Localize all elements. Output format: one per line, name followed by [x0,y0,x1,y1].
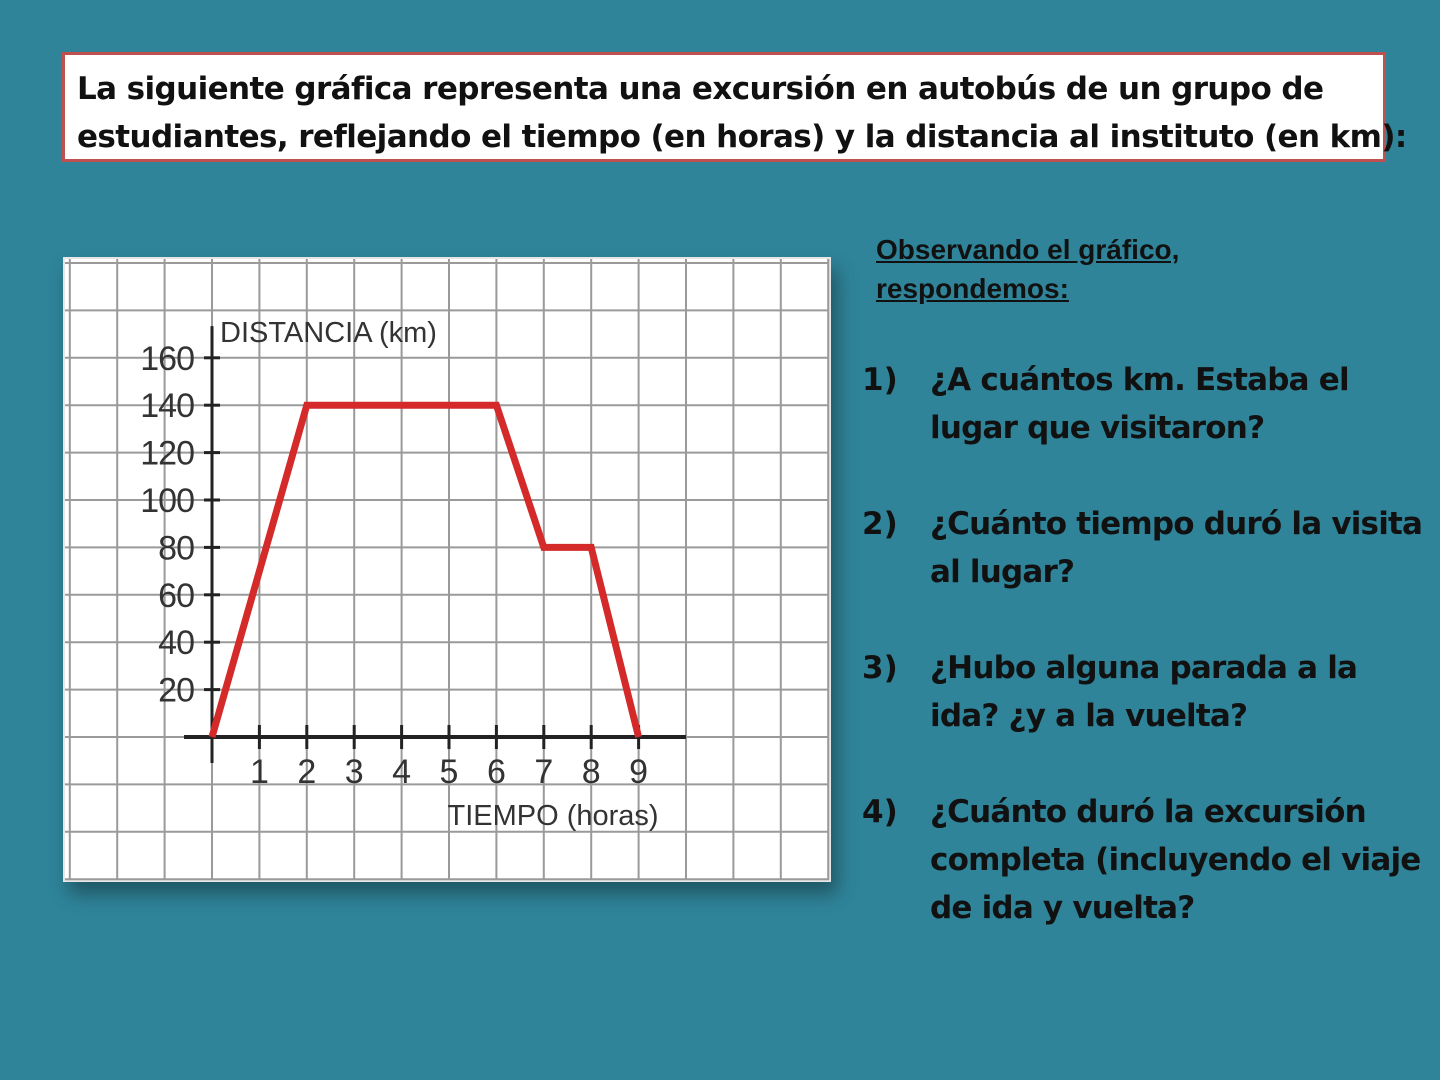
question-number: 2) [862,506,898,542]
distance-time-chart [63,257,831,882]
title-box [62,52,1407,162]
question-number: 1) [862,362,898,398]
x-axis-label: TIEMPO (horas) [447,800,659,832]
question-text: ¿Cuánto tiempo duró la visita al lugar? [930,506,1423,590]
x-tick-label: 8 [581,753,601,791]
x-tick-label: 7 [534,753,554,791]
question-number: 3) [862,650,898,686]
x-tick-label: 9 [629,753,649,791]
y-tick-label: 40 [158,624,194,663]
y-tick-label: 100 [140,482,194,520]
title-line-1: La siguiente gráfica representa una excursión en autobús de un grupo de [77,71,1324,107]
question-item [862,500,1432,596]
question-text: ¿Hubo alguna parada a la ida? ¿y a la vuelta? [930,650,1358,734]
y-tick-label: 140 [140,387,194,426]
question-item [862,644,1432,740]
question-text: ¿Cuánto duró la excursión completa (incluyendo el viaje de ida y vuelta? [930,794,1421,926]
question-item [862,356,1432,452]
y-tick-label: 160 [140,339,194,378]
questions-heading-line-1: Observando el gráfico, [876,234,1180,265]
x-tick-label: 4 [392,753,412,791]
x-tick-label: 6 [486,753,506,791]
y-tick-label: 80 [158,529,194,568]
question-text: ¿A cuántos km. Estaba el lugar que visitaron? [930,362,1349,446]
questions-list [862,356,1432,980]
x-tick-label: 1 [249,753,269,791]
distance-line [212,405,639,737]
y-axis-label: DISTANCIA (km) [220,316,437,349]
x-tick-label: 5 [439,753,459,791]
x-tick-label: 3 [344,753,364,791]
x-tick-label: 2 [297,753,317,791]
questions-heading [876,230,1179,308]
questions-heading-line-2: respondemos: [876,273,1069,304]
question-number: 4) [862,794,898,830]
title-line-2: estudiantes, reflejando el tiempo (en horas) y la distancia al instituto (en km): [77,119,1407,155]
y-tick-label: 120 [140,434,194,473]
y-tick-label: 60 [158,576,194,615]
question-item [862,788,1432,932]
y-tick-label: 20 [158,671,194,710]
chart-canvas [63,257,831,882]
